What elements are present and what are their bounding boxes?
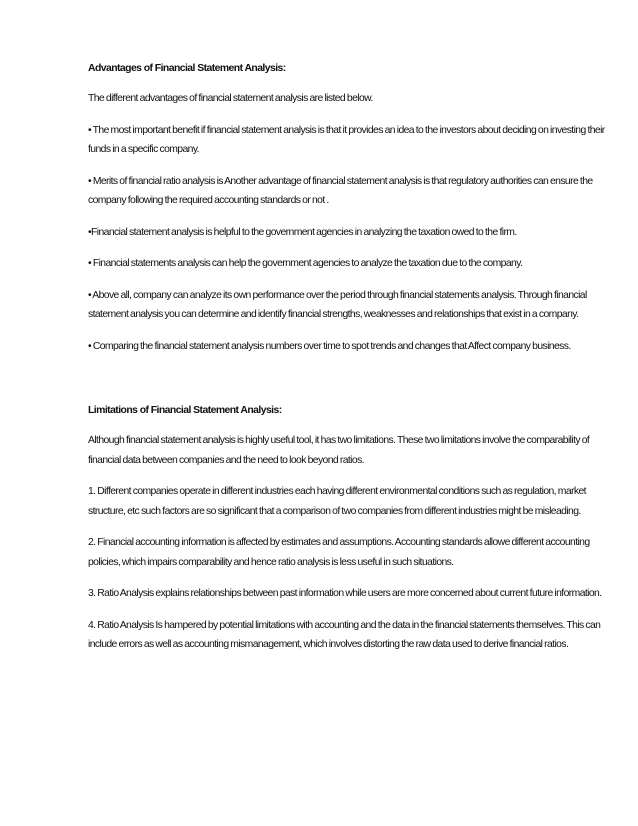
advantages-intro: The different advantages of financial statement analysis are listed below. [88,93,373,104]
advantage-point: • Above all, company can analyze its own performance over the period through financial statements analysis. Through financial statement analysis you can determine and identify financial strengths, weaknesses and relationships that exist in a company. [88,289,587,320]
limitation-point: 4. Ratio Analysis Is hampered by potential limitations with accounting and the data in the financial statements themselves. This can include errors as well as accounting mismanagement, which involves distorting the raw data used to derive financial ratios. [88,619,601,650]
advantage-point: •Financial statement analysis is helpful to the government agencies in analyzing the taxation owed to the firm. [88,226,517,238]
limitation-point: 2. Financial accounting information is affected by estimates and assumptions. Accounting standards allowe different accounting policies, which impairs comparability and hence ratio analysis is less useful in such situations. [88,537,590,568]
advantage-point: • The most important benefit if financial statement analysis is that it provides an idea to the investors about deciding on investing their funds in a specific company. [88,124,605,155]
document-page [88,62,608,667]
section-spacer [88,368,608,404]
limitations-heading: Limitations of Financial Statement Analysis: [88,405,282,416]
limitations-intro: Although financial statement analysis is highly useful tool, it has two limitations. These two limitations involve the comparability of financial data between companies and the need to look beyond ratios. [88,435,590,466]
advantage-point: • Financial statements analysis can help the government agencies to analyze the taxation due to the company. [88,258,523,269]
advantage-point: • Comparing the financial statement analysis numbers over time to spot trends and changes that Affect company business. [88,340,571,352]
limitation-point: 1. Different companies operate in different industries each having different environmental conditions such as regulation, market structure, etc such factors are so significant that a comparison of two companies from different industries might be misleading. [88,486,586,517]
limitation-point: 3. Ratio Analysis explains relationships between past information while users are more concerned about current future information. [88,588,602,599]
advantage-point: • Merits of financial ratio analysis is Another advantage of financial statement analysis is that regulatory authorities can ensure the company following the required accounting standards or not . [88,175,593,206]
advantages-heading: Advantages of Financial Statement Analysis: [88,63,286,74]
